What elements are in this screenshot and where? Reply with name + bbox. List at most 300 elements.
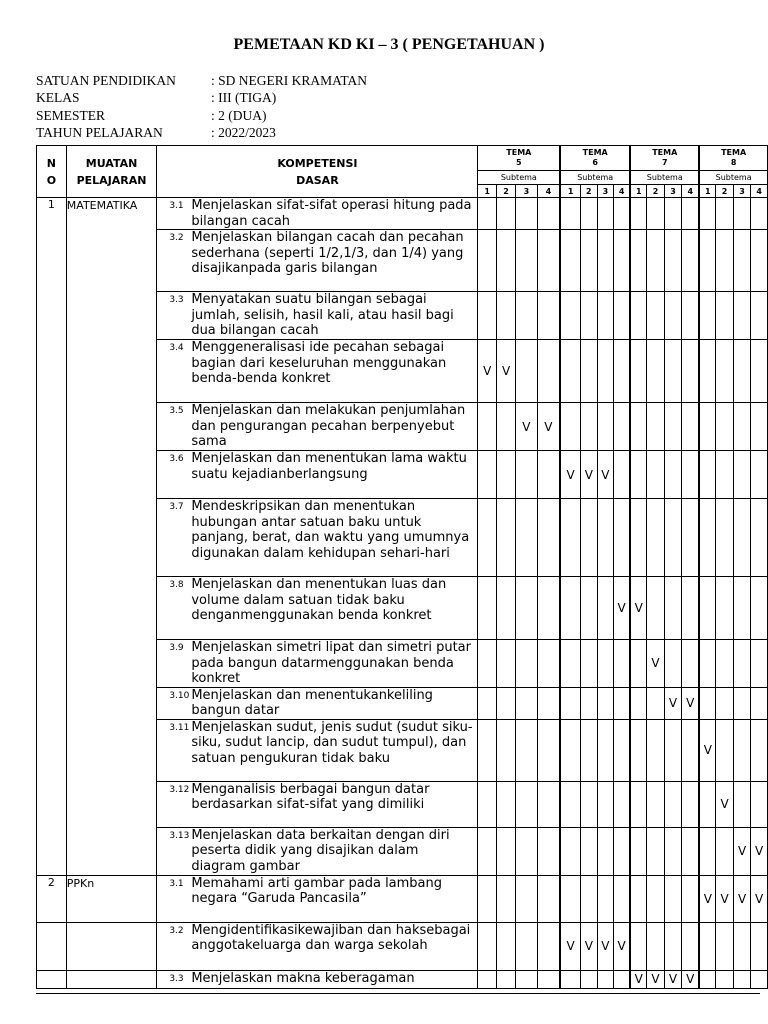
mark-cell [614,230,631,292]
mark-cell [560,781,580,827]
info-value: : III (TIGA) [211,90,277,106]
info-label: KELAS [36,90,80,106]
mark-cell [664,403,681,451]
mark-cell [751,640,768,688]
mark-cell [581,577,598,640]
bottom-rule [36,993,760,994]
mark-cell [733,687,750,719]
info-row [36,107,367,124]
mark-cell [664,640,681,688]
kd-cell [157,719,478,781]
mark-cell [496,403,515,451]
mark-cell [537,781,560,827]
subtema-number: 2 [647,185,664,198]
kd-description: Menjelaskan dan menentukan luas dan volume dalam satuan tidak baku denganmenggunakan benda konkret [191,577,447,623]
mark-cell [682,340,700,403]
info-value: : 2022/2023 [211,124,276,140]
subtema-number: 3 [597,185,614,198]
mark-cell [560,230,580,292]
mark-cell [733,577,750,640]
mark-cell [496,687,515,719]
kd-number: 3.7 [169,502,184,512]
mark-cell: V [560,922,580,970]
table-row [37,922,768,970]
kd-description: Menjelaskan dan menentukan lama waktu suatu kejadianberlangsung [191,451,467,482]
mark-cell [630,719,647,781]
page-title: PEMETAAN KD KI – 3 ( PENGETAHUAN ) [233,36,545,53]
kd-description: Menjelaskan dan melakukan penjumlahan dan pengurangan pecahan berpenyebut sama [191,403,466,449]
col-header-kd [157,146,478,198]
kd-cell [157,827,478,875]
col-header-kd-text: KOMPETENSI DASAR [277,156,358,187]
mark-cell [733,970,750,988]
subtema-label: Subtema [699,171,767,185]
mark-cell [516,292,537,340]
kd-description: Menjelaskan bilangan cacah dan pecahan sederhana (seperti 1/2,1/3, dan 1/4) yang disajikanpada garis bilangan [191,230,464,276]
mark-cell [537,875,560,922]
mark-cell [537,827,560,875]
mark-cell [614,499,631,577]
mark-cell: V [682,970,700,988]
mark-cell [716,687,733,719]
row-number: 2 [37,875,67,922]
mark-cell [560,577,580,640]
row-number [37,970,67,988]
kd-cell [157,198,478,230]
mark-cell [478,687,496,719]
mark-cell [560,292,580,340]
mark-cell [537,922,560,970]
subtema-number: 3 [516,185,537,198]
mark-cell [597,230,614,292]
mark-cell [647,230,664,292]
mark-cell [733,781,750,827]
mark-cell [614,719,631,781]
mark-cell [699,577,716,640]
mark-cell [699,970,716,988]
mark-cell [597,827,614,875]
mark-cell [597,577,614,640]
mark-cell [478,577,496,640]
info-row [36,72,367,89]
mark-cell [716,922,733,970]
mark-cell [581,827,598,875]
mark-cell [647,340,664,403]
kd-number: 3.11 [169,722,190,733]
mark-cell [682,292,700,340]
kd-description: Menjelaskan simetri lipat dan simetri putar pada bangun datarmenggunakan benda konkret [191,640,471,686]
mark-cell [716,970,733,988]
kd-number: 3.13 [169,830,190,841]
mark-cell [496,781,515,827]
mark-cell [597,781,614,827]
mark-cell [537,970,560,988]
mark-cell: V [751,875,768,922]
mark-cell [751,340,768,403]
mark-cell [664,719,681,781]
subtema-number: 3 [664,185,681,198]
col-header-muatan: MUATAN PELAJARAN [66,146,157,198]
mark-cell: V [581,922,598,970]
mark-cell [516,198,537,230]
mark-cell [478,970,496,988]
mark-cell [630,340,647,403]
mark-cell [581,292,598,340]
mark-cell [597,340,614,403]
mark-cell: V [597,922,614,970]
kd-cell [157,640,478,688]
kd-description: Menjelaskan makna keberagaman [191,970,415,986]
mark-cell: V [630,577,647,640]
info-label: SATUAN PENDIDIKAN [36,73,176,88]
kd-description: Menjelaskan sudut, jenis sudut (sudut siku-siku, sudut lancip, dan sudut tumpul), dan satuan pengukuran tidak baku [191,719,473,766]
mark-cell [630,198,647,230]
mark-cell: V [647,640,664,688]
subtema-number: 4 [682,185,700,198]
mark-cell [516,875,537,922]
mark-cell [630,403,647,451]
mark-cell [699,403,716,451]
kd-number: 3.1 [169,201,184,211]
mark-cell [537,719,560,781]
subtema-number: 2 [496,185,515,198]
mark-cell [647,451,664,499]
mark-cell [516,230,537,292]
mark-cell [614,640,631,688]
mark-cell [647,198,664,230]
mark-cell [716,292,733,340]
mark-cell [496,198,515,230]
mark-cell [630,687,647,719]
mark-cell [733,922,750,970]
mark-cell [614,403,631,451]
kd-mapping-table [36,145,768,989]
mark-cell [516,577,537,640]
mark-cell [560,198,580,230]
kd-description: Mengidentifikasikewajiban dan haksebagai anggotakeluarga dan warga sekolah [191,922,471,953]
mark-cell [597,198,614,230]
mark-cell [478,827,496,875]
subtema-number: 1 [699,185,716,198]
mark-cell [751,781,768,827]
tema-number: 8 [730,158,737,167]
mark-cell [630,451,647,499]
mark-cell [733,499,750,577]
mark-cell [597,403,614,451]
mark-cell [699,687,716,719]
mark-cell [537,687,560,719]
kd-number: 3.5 [169,406,184,416]
mark-cell [664,875,681,922]
mark-cell [630,922,647,970]
mark-cell [478,292,496,340]
mark-cell [496,451,515,499]
mark-cell: V [560,451,580,499]
mark-cell [664,230,681,292]
mark-cell [664,292,681,340]
mark-cell [581,970,598,988]
mark-cell [614,451,631,499]
mark-cell [496,640,515,688]
mark-cell [614,827,631,875]
mark-cell [581,340,598,403]
table-row [37,875,768,922]
mark-cell [478,719,496,781]
mark-cell [647,922,664,970]
mark-cell [597,292,614,340]
mark-cell [537,451,560,499]
mark-cell [647,403,664,451]
kd-description: Menganalisis berbagai bangun datar berdasarkan sifat-sifat yang dimiliki [191,781,430,812]
mark-cell: V [597,451,614,499]
mark-cell [699,781,716,827]
subject-name: MATEMATIKA [66,198,157,876]
mark-cell [630,875,647,922]
mark-cell [682,577,700,640]
subtema-label: Subtema [630,171,699,185]
kd-cell [157,340,478,403]
mark-cell: V [630,970,647,988]
mark-cell [597,875,614,922]
kd-number: 3.3 [169,295,184,305]
mark-cell: V [581,451,598,499]
mark-cell [630,292,647,340]
mark-cell [560,687,580,719]
kd-number: 3.3 [169,973,184,984]
info-row [36,89,367,106]
subtema-number: 2 [581,185,598,198]
mark-cell [496,875,515,922]
mark-cell [699,340,716,403]
mark-cell: V [733,827,750,875]
mark-cell [647,719,664,781]
mark-cell [516,970,537,988]
kd-cell [157,577,478,640]
info-label: TAHUN PELAJARAN [36,124,163,140]
mark-cell [751,577,768,640]
mark-cell [733,403,750,451]
mark-cell [496,292,515,340]
mark-cell [699,451,716,499]
mark-cell [560,970,580,988]
mark-cell [716,499,733,577]
mark-cell [751,403,768,451]
mark-cell [664,451,681,499]
mark-cell [496,499,515,577]
subtema-number: 4 [614,185,631,198]
kd-cell [157,451,478,499]
mark-cell [597,640,614,688]
mark-cell [682,781,700,827]
mark-cell [516,922,537,970]
mark-cell [630,781,647,827]
kd-description: Menjelaskan data berkaitan dengan diri peserta didik yang disajikan dalam diagram gambar [191,827,450,874]
mark-cell [496,970,515,988]
mark-cell [647,827,664,875]
mark-cell [614,875,631,922]
col-header-no: N O [37,146,67,198]
mark-cell [733,230,750,292]
table-row [37,970,768,988]
mark-cell [630,640,647,688]
mark-cell [496,719,515,781]
mark-cell: V [478,340,496,403]
info-label: SEMESTER [36,107,106,123]
mark-cell: V [699,875,716,922]
mark-cell [537,230,560,292]
mark-cell [716,719,733,781]
mark-cell [614,970,631,988]
tema-label: TEMA [721,148,747,157]
kd-number: 3.6 [169,454,184,464]
subtema-number: 1 [478,185,496,198]
mark-cell [614,340,631,403]
mark-cell [516,827,537,875]
subtema-label: Subtema [478,171,560,185]
mark-cell [716,451,733,499]
mark-cell [581,230,598,292]
mark-cell [733,451,750,499]
kd-description: Menjelaskan sifat-sifat operasi hitung pada bilangan cacah [191,198,472,229]
mark-cell [581,687,598,719]
tema-label: TEMA [506,148,532,157]
mark-cell [560,499,580,577]
kd-number: 3.10 [169,690,190,701]
mark-cell [664,499,681,577]
kd-cell [157,230,478,292]
mark-cell [478,403,496,451]
mark-cell: V [614,577,631,640]
kd-cell [157,781,478,827]
kd-number: 3.9 [169,643,184,653]
mark-cell [560,640,580,688]
mark-cell [560,875,580,922]
mark-cell [496,922,515,970]
kd-cell [157,875,478,922]
mark-cell [537,640,560,688]
kd-cell [157,403,478,451]
mark-cell [581,781,598,827]
mark-cell [537,499,560,577]
mark-cell: V [733,875,750,922]
subtema-number: 3 [733,185,750,198]
mark-cell [478,499,496,577]
mark-cell [751,970,768,988]
mark-cell [597,719,614,781]
tema-label: TEMA [652,148,678,157]
mark-cell [751,230,768,292]
mark-cell [682,875,700,922]
mark-cell [537,292,560,340]
mark-cell [647,577,664,640]
mark-cell [516,640,537,688]
mark-cell [614,781,631,827]
mark-cell [647,781,664,827]
mark-cell [751,451,768,499]
mark-cell [682,640,700,688]
mark-cell [560,340,580,403]
mark-cell [699,499,716,577]
mark-cell [560,719,580,781]
mark-cell: V [664,687,681,719]
mark-cell [516,687,537,719]
tema-number: 6 [592,158,598,167]
mark-cell [496,577,515,640]
mark-cell [478,198,496,230]
mark-cell [647,687,664,719]
tema-number: 5 [516,158,522,167]
mark-cell [682,922,700,970]
subtema-number: 1 [560,185,580,198]
mark-cell [699,640,716,688]
mark-cell [647,875,664,922]
mark-cell [716,640,733,688]
mark-cell [716,827,733,875]
mark-cell [597,499,614,577]
mark-cell [751,292,768,340]
subtema-number: 4 [537,185,560,198]
row-number: 1 [37,198,67,876]
mark-cell: V [699,719,716,781]
mark-cell [581,403,598,451]
mark-cell [478,230,496,292]
kd-description: Menggeneralisasi ide pecahan sebagai bagian dari keseluruhan menggunakan benda-benda konkret [191,340,447,386]
mark-cell [751,499,768,577]
mark-cell: V [496,340,515,403]
mark-cell [733,340,750,403]
mark-cell: V [516,403,537,451]
subject-name [66,970,157,988]
mark-cell [664,198,681,230]
mark-cell [751,922,768,970]
mark-cell [516,781,537,827]
mark-cell [733,198,750,230]
mark-cell [581,640,598,688]
mark-cell [478,451,496,499]
mark-cell [630,230,647,292]
mark-cell [682,719,700,781]
kd-number: 3.2 [169,925,184,936]
mark-cell [664,577,681,640]
kd-number: 3.1 [169,878,184,889]
mark-cell [716,198,733,230]
mark-cell [537,340,560,403]
kd-number: 3.4 [169,343,184,353]
tema-header [699,146,767,171]
mark-cell: V [664,970,681,988]
mark-cell: V [614,922,631,970]
mark-cell [699,827,716,875]
mark-cell [716,340,733,403]
mark-cell [614,292,631,340]
mark-cell: V [647,970,664,988]
kd-description: Menjelaskan dan menentukankeliling bangun datar [191,687,433,718]
kd-cell [157,292,478,340]
mark-cell [597,970,614,988]
mark-cell [699,292,716,340]
mark-cell [614,198,631,230]
mark-cell: V [751,827,768,875]
mark-cell [537,577,560,640]
mark-cell [682,403,700,451]
tema-header [630,146,699,171]
mark-cell: V [537,403,560,451]
mark-cell [682,499,700,577]
info-row [36,124,367,141]
subject-name: PPKn [66,875,157,922]
subtema-number: 2 [716,185,733,198]
kd-description: Memahami arti gambar pada lambang negara “Garuda Pancasila” [191,875,443,906]
